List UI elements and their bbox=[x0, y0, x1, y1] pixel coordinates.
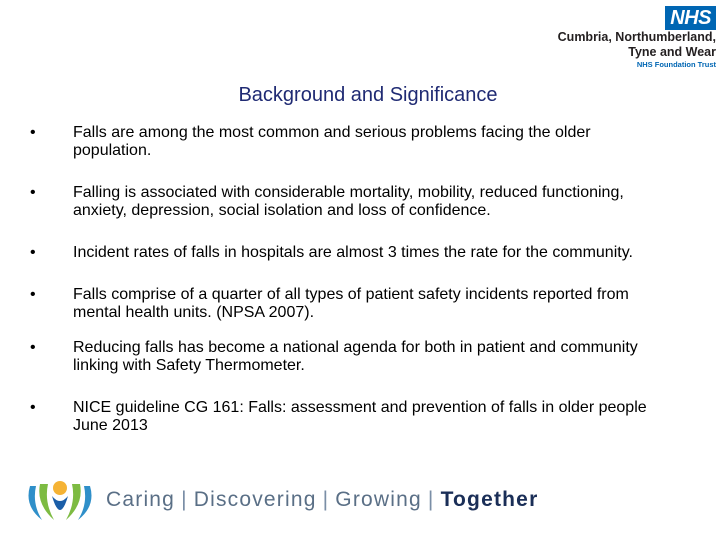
nhs-trust-logo bbox=[558, 6, 716, 70]
bullet-item bbox=[30, 244, 670, 262]
trust-subtitle: NHS Foundation Trust bbox=[636, 60, 716, 69]
bullet-item bbox=[30, 399, 670, 435]
bullet-item bbox=[30, 124, 670, 160]
bullet-text: Falls are among the most common and serious problems facing the older population. bbox=[73, 124, 591, 159]
footer-separator: | bbox=[181, 488, 188, 511]
bullet-icon: • bbox=[30, 286, 36, 303]
bullet-icon: • bbox=[30, 399, 36, 416]
footer-value-caring: Caring bbox=[106, 488, 176, 511]
people-logo-icon bbox=[22, 476, 98, 526]
slide-title: Background and Significance bbox=[238, 84, 498, 106]
bullet-text: Falling is associated with considerable mortality, mobility, reduced functioning, anxiety, depression, social isolation and loss of confidence. bbox=[73, 184, 624, 219]
bullet-icon: • bbox=[30, 184, 36, 201]
footer-value-growing: Growing bbox=[335, 488, 422, 511]
bullet-item bbox=[30, 184, 670, 220]
nhs-badge: NHS bbox=[665, 6, 716, 30]
bullet-icon: • bbox=[30, 124, 36, 141]
footer-banner bbox=[22, 476, 622, 526]
trust-name-line-2: Tyne and Wear bbox=[628, 45, 716, 59]
bullet-text: Incident rates of falls in hospitals are almost 3 times the rate for the community. bbox=[73, 244, 633, 261]
bullet-item bbox=[30, 286, 670, 322]
footer-value-together: Together bbox=[440, 488, 539, 511]
bullet-text: Falls comprise of a quarter of all types of patient safety incidents reported from mental health units. (NPSA 2007). bbox=[73, 286, 629, 321]
bullet-list bbox=[30, 124, 670, 435]
footer-values bbox=[106, 488, 538, 512]
bullet-icon: • bbox=[30, 244, 36, 261]
footer-separator: | bbox=[427, 488, 435, 511]
trust-name-line-1: Cumbria, Northumberland, bbox=[557, 30, 716, 44]
bullet-text: NICE guideline CG 161: Falls: assessment and prevention of falls in older people June 2013 bbox=[73, 399, 647, 434]
bullet-icon: • bbox=[30, 339, 36, 356]
footer-value-discovering: Discovering bbox=[193, 488, 317, 511]
bullet-text: Reducing falls has become a national agenda for both in patient and community linking with Safety Thermometer. bbox=[73, 339, 638, 374]
footer-separator: | bbox=[322, 488, 330, 511]
bullet-item bbox=[30, 339, 670, 375]
